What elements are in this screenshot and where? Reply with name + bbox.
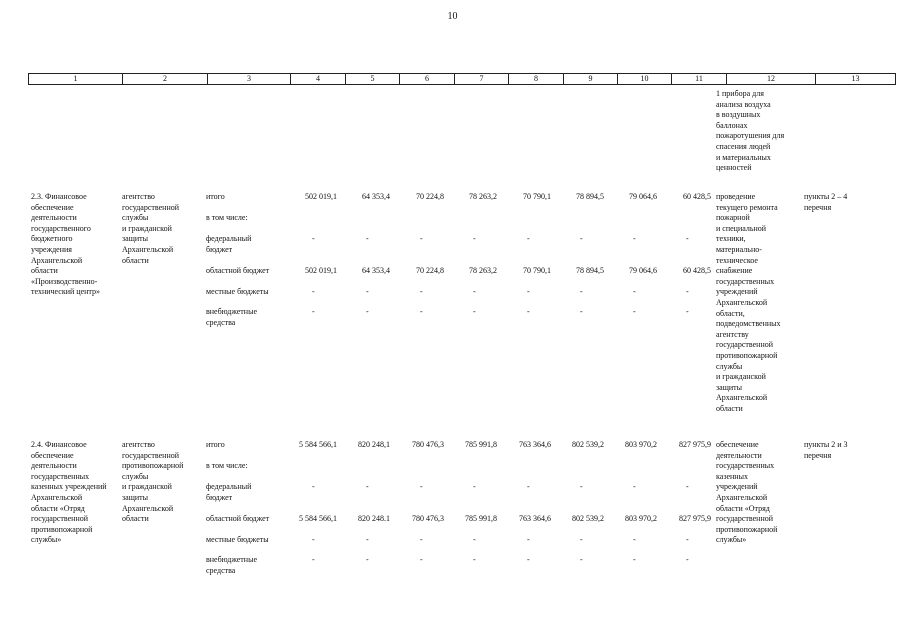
value-local: -	[527, 535, 530, 544]
value-total-2014-2020: 5 584 566,1	[299, 440, 337, 449]
carry-over-result-text: 1 прибора для анализа воздуха в воздушных баллонах пожаротушения для спасения людей и материальных ценностей	[716, 89, 785, 173]
value-total-2014: 820 248,1	[358, 440, 390, 449]
value-federal: -	[312, 482, 315, 491]
value-regional-2019: 79 064,6	[629, 266, 657, 275]
section-name: 2.4. Финансовое обеспечение деятельности государственных казенных учреждений Архангельской области «Отряд государственной противопожарной службы»	[31, 440, 107, 545]
value-federal: -	[420, 482, 423, 491]
value-local: -	[686, 535, 689, 544]
col-header-11: 11	[672, 74, 727, 85]
value-local: -	[473, 287, 476, 296]
value-extrabudget: -	[420, 307, 423, 316]
row-label-including: в том числе:	[206, 461, 248, 470]
value-regional-2015: 780 476,3	[412, 514, 444, 523]
value-local: -	[527, 287, 530, 296]
indicator-reference: пункты 2 – 4 перечня	[804, 192, 848, 212]
value-local: -	[633, 535, 636, 544]
value-regional-2019: 803 970,2	[625, 514, 657, 523]
col-header-10: 10	[618, 74, 672, 85]
value-extrabudget: -	[580, 307, 583, 316]
value-extrabudget: -	[686, 307, 689, 316]
row-label-local: местные бюджеты	[206, 535, 269, 544]
value-federal: -	[527, 234, 530, 243]
expected-result: проведение текущего ремонта пожарной и специальной техники, материально- техническое снабжение государственных учреждений Архангельской области, подведомственных агентству государственной противопожарной службы и гражданской защиты Архангельской области	[716, 192, 781, 413]
value-extrabudget: -	[312, 307, 315, 316]
value-total-2019: 803 970,2	[625, 440, 657, 449]
value-extrabudget: -	[473, 555, 476, 564]
value-federal: -	[473, 482, 476, 491]
section-name: 2.3. Финансовое обеспечение деятельности государственного бюджетного учреждения Архангельской области «Производственно- технический центр»	[31, 192, 100, 297]
row-label-including: в том числе:	[206, 213, 248, 222]
col-header-4: 4	[291, 74, 346, 85]
row-label-local: местные бюджеты	[206, 287, 269, 296]
value-total-2015: 780 476,3	[412, 440, 444, 449]
value-total-2020: 60 428,5	[683, 192, 711, 201]
value-total-2019: 79 064,6	[629, 192, 657, 201]
col-header-9: 9	[564, 74, 618, 85]
value-total-2018: 78 894,5	[576, 192, 604, 201]
value-federal: -	[366, 482, 369, 491]
value-federal: -	[312, 234, 315, 243]
row-label-regional: областной бюджет	[206, 514, 270, 523]
value-total-2017: 763 364,6	[519, 440, 551, 449]
value-regional-2016: 785 991,8	[465, 514, 497, 523]
value-regional-2014: 64 353,4	[362, 266, 390, 275]
col-header-13: 13	[816, 74, 896, 85]
row-label-extrabudget: внебюджетные средства	[206, 555, 257, 575]
value-regional-2016: 78 263,2	[469, 266, 497, 275]
value-local: -	[580, 287, 583, 296]
row-label-total: итого	[206, 440, 225, 449]
value-local: -	[686, 287, 689, 296]
indicator-reference: пункты 2 и 3 перечня	[804, 440, 848, 460]
responsible-agency: агентство государственной службы и гражданской защиты Архангельской области	[122, 192, 180, 265]
value-federal: -	[633, 234, 636, 243]
row-label-regional: областной бюджет	[206, 266, 270, 275]
value-regional-2017: 70 790,1	[523, 266, 551, 275]
value-regional-2017: 763 364,6	[519, 514, 551, 523]
value-extrabudget: -	[686, 555, 689, 564]
row-label-extrabudget: внебюджетные средства	[206, 307, 257, 327]
col-header-8: 8	[509, 74, 564, 85]
responsible-agency: агентство государственной противопожарной службы и гражданской защиты Архангельской области	[122, 440, 184, 524]
value-local: -	[580, 535, 583, 544]
value-regional-2014: 820 248.1	[358, 514, 390, 523]
value-local: -	[366, 535, 369, 544]
value-total-2015: 70 224,8	[416, 192, 444, 201]
value-total-2016: 785 991,8	[465, 440, 497, 449]
value-federal: -	[527, 482, 530, 491]
value-total-2016: 78 263,2	[469, 192, 497, 201]
value-federal: -	[420, 234, 423, 243]
value-regional-2018: 802 539,2	[572, 514, 604, 523]
value-regional-2020: 60 428,5	[683, 266, 711, 275]
value-federal: -	[633, 482, 636, 491]
value-regional-2014-2020: 5 584 566,1	[299, 514, 337, 523]
col-header-7: 7	[455, 74, 509, 85]
col-header-1: 1	[29, 74, 123, 85]
value-extrabudget: -	[312, 555, 315, 564]
value-federal: -	[580, 482, 583, 491]
value-regional-2018: 78 894,5	[576, 266, 604, 275]
value-total-2014-2020: 502 019,1	[305, 192, 337, 201]
col-header-2: 2	[123, 74, 208, 85]
value-total-2014: 64 353,4	[362, 192, 390, 201]
value-extrabudget: -	[633, 307, 636, 316]
value-regional-2015: 70 224,8	[416, 266, 444, 275]
value-local: -	[473, 535, 476, 544]
value-extrabudget: -	[473, 307, 476, 316]
value-total-2020: 827 975,9	[679, 440, 711, 449]
row-label-federal: федеральный бюджет	[206, 234, 252, 254]
value-local: -	[420, 287, 423, 296]
value-federal: -	[686, 482, 689, 491]
value-extrabudget: -	[580, 555, 583, 564]
col-header-3: 3	[208, 74, 291, 85]
value-extrabudget: -	[366, 307, 369, 316]
expected-result: обеспечение деятельности государственных казенных учреждений Архангельской области «Отряд государственной противопожарной службы»	[716, 440, 778, 545]
value-total-2017: 70 790,1	[523, 192, 551, 201]
value-extrabudget: -	[527, 307, 530, 316]
value-total-2018: 802 539,2	[572, 440, 604, 449]
value-federal: -	[580, 234, 583, 243]
value-regional-2020: 827 975,9	[679, 514, 711, 523]
value-extrabudget: -	[527, 555, 530, 564]
col-header-5: 5	[346, 74, 400, 85]
value-regional-2014-2020: 502 019,1	[305, 266, 337, 275]
value-federal: -	[473, 234, 476, 243]
value-local: -	[312, 535, 315, 544]
col-header-12: 12	[727, 74, 816, 85]
page-number: 10	[447, 11, 458, 22]
row-label-federal: федеральный бюджет	[206, 482, 252, 502]
value-federal: -	[366, 234, 369, 243]
value-extrabudget: -	[366, 555, 369, 564]
value-local: -	[366, 287, 369, 296]
value-local: -	[633, 287, 636, 296]
row-label-total: итого	[206, 192, 225, 201]
value-federal: -	[686, 234, 689, 243]
value-extrabudget: -	[420, 555, 423, 564]
value-local: -	[312, 287, 315, 296]
col-header-6: 6	[400, 74, 455, 85]
value-local: -	[420, 535, 423, 544]
column-header-row	[28, 73, 896, 85]
value-extrabudget: -	[633, 555, 636, 564]
